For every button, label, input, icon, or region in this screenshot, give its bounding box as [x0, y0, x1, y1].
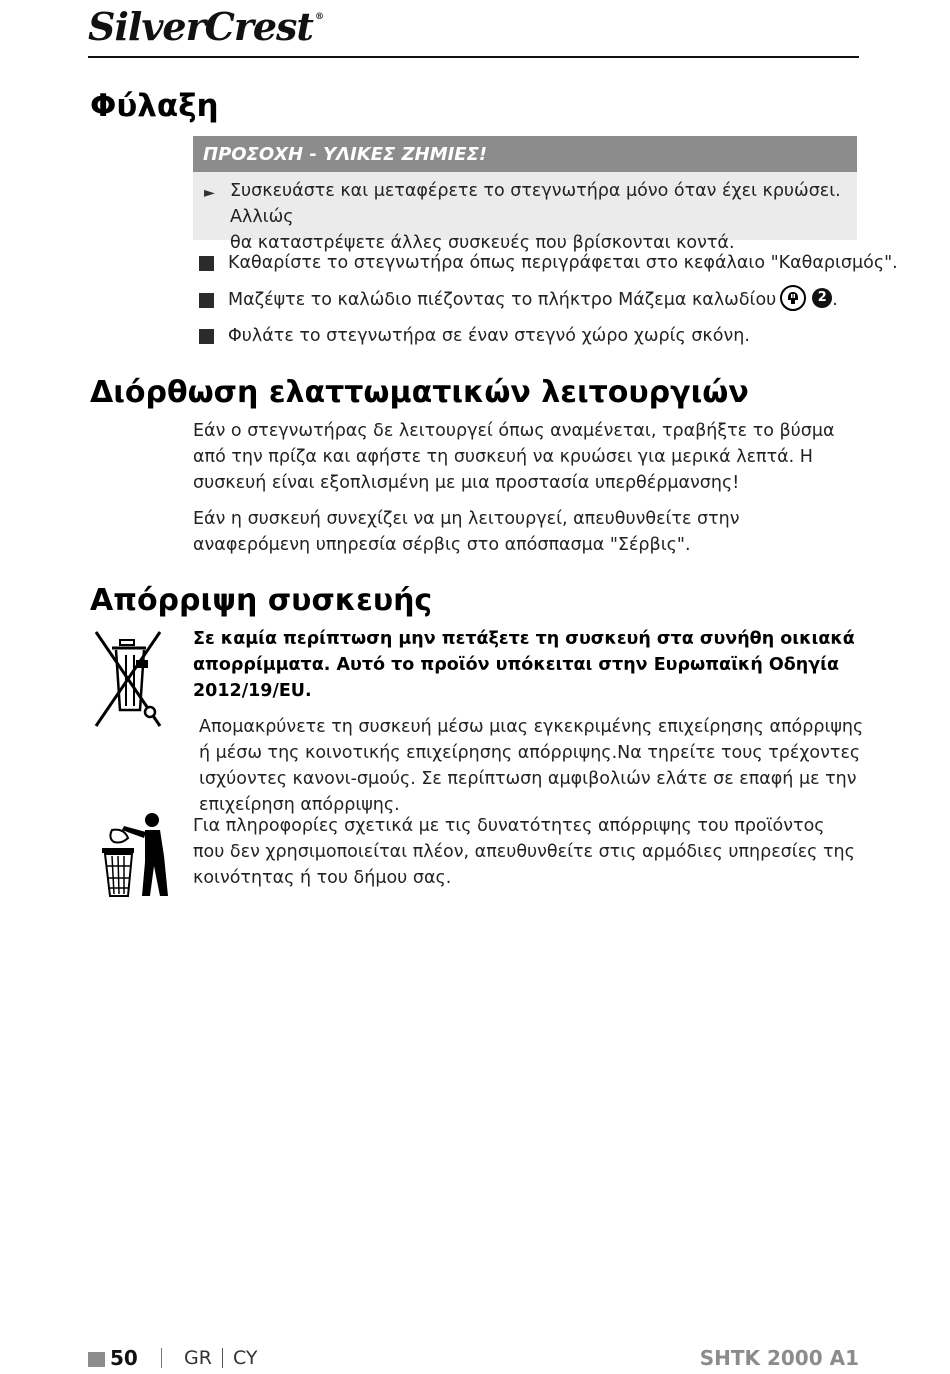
warning-box — [193, 136, 857, 253]
list-item — [199, 250, 898, 276]
footer-square-icon — [88, 1352, 105, 1367]
language-code: GR — [184, 1347, 212, 1369]
footer-divider — [222, 1348, 223, 1368]
page-footer — [88, 1346, 859, 1374]
callout-number-badge: 2 — [812, 288, 832, 308]
bullet-square-icon — [199, 293, 214, 308]
storage-steps — [199, 250, 898, 360]
cable-rewind-icon — [780, 285, 806, 311]
list-item-text: . — [832, 289, 838, 310]
list-item-text: Καθαρίστε το στεγνωτήρα όπως περιγράφεται στο κεφάλαιο "Καθαρισμός". — [228, 253, 898, 273]
brand-logo: SilverCrest ® — [88, 4, 323, 49]
disposal-heading: Απόρριψη συσκευής — [90, 583, 433, 618]
arrow-right-icon: ► — [204, 185, 215, 201]
warning-title: ΠΡΟΣΟΧΗ - ΥΛΙΚΕΣ ΖΗΜΙΕΣ! — [193, 136, 857, 172]
bullet-square-icon — [199, 329, 214, 344]
disposal-info-paragraph: Για πληροφορίες σχετικά με τις δυνατότητες απόρριψης του προϊόντος που δεν χρησιμοποιείται πλέον, απευθυνθείτε στις αρμόδιες υπηρεσίες της κοινότητας ή του δήμου σας. — [193, 816, 855, 888]
tidyman-recycling-icon — [100, 812, 172, 898]
troubleshooting-heading: Διόρθωση ελαττωματικών λειτουργιών — [90, 375, 749, 410]
bullet-square-icon — [199, 256, 214, 271]
troubleshooting-paragraph: Εάν ο στεγνωτήρας δε λειτουργεί όπως αναμένεται, τραβήξτε το βύσμα από την πρίζα και αφήστε τη συσκευή να κρυώσει για μερικά λεπτά. Η συσκευή είναι εξοπλισμένη με μια προστασία υπερθέρμανσης! — [193, 421, 835, 493]
page-number: 50 — [110, 1346, 138, 1370]
list-item — [199, 323, 869, 349]
model-number: SHTK 2000 A1 — [699, 1346, 859, 1370]
warning-line: θα καταστρέψετε άλλες συσκευές που βρίσκονται κοντά. — [230, 233, 735, 253]
language-code: CY — [233, 1347, 258, 1369]
header-divider — [88, 56, 859, 58]
warning-line: Συσκευάστε και μεταφέρετε το στεγνωτήρα μόνο όταν έχει κρυώσει. Αλλιώς — [230, 181, 841, 227]
crossed-out-bin-icon — [92, 628, 164, 730]
storage-heading: Φύλαξη — [90, 88, 219, 124]
footer-divider — [161, 1348, 162, 1368]
disposal-paragraph: Απομακρύνετε τη συσκευή μέσω μιας εγκεκριμένης επιχείρησης απόρριψης ή μέσω της κοινοτικής επιχείρησης απόρριψης.Να τηρείτε τους τρέχοντες ισχύοντες κανονι-σμούς. Σε περίπτωση αμφιβολιών ελάτε σε επαφή με την επιχείρηση απόρριψης. — [199, 717, 864, 815]
disposal-warning: Σε καμία περίπτωση μην πετάξετε τη συσκευή στα συνήθη οικιακά απορρίμματα. Αυτό το προϊόν υπόκειται στην Ευρωπαϊκή Οδηγία 2012/19/EU. — [193, 629, 855, 701]
troubleshooting-paragraph: Εάν η συσκευή συνεχίζει να μη λειτουργεί, απευθυνθείτε στην αναφερόμενη υπηρεσία σέρβις στο απόσπασμα "Σέρβις". — [193, 509, 740, 555]
warning-text — [193, 172, 857, 256]
list-item-text: Φυλάτε το στεγνωτήρα σε έναν στεγνό χώρο χωρίς σκόνη. — [228, 326, 750, 346]
list-item — [199, 287, 869, 313]
list-item-text: Μαζέψτε το καλώδιο πιέζοντας το πλήκτρο Μάζεμα καλωδίου — [228, 289, 777, 310]
